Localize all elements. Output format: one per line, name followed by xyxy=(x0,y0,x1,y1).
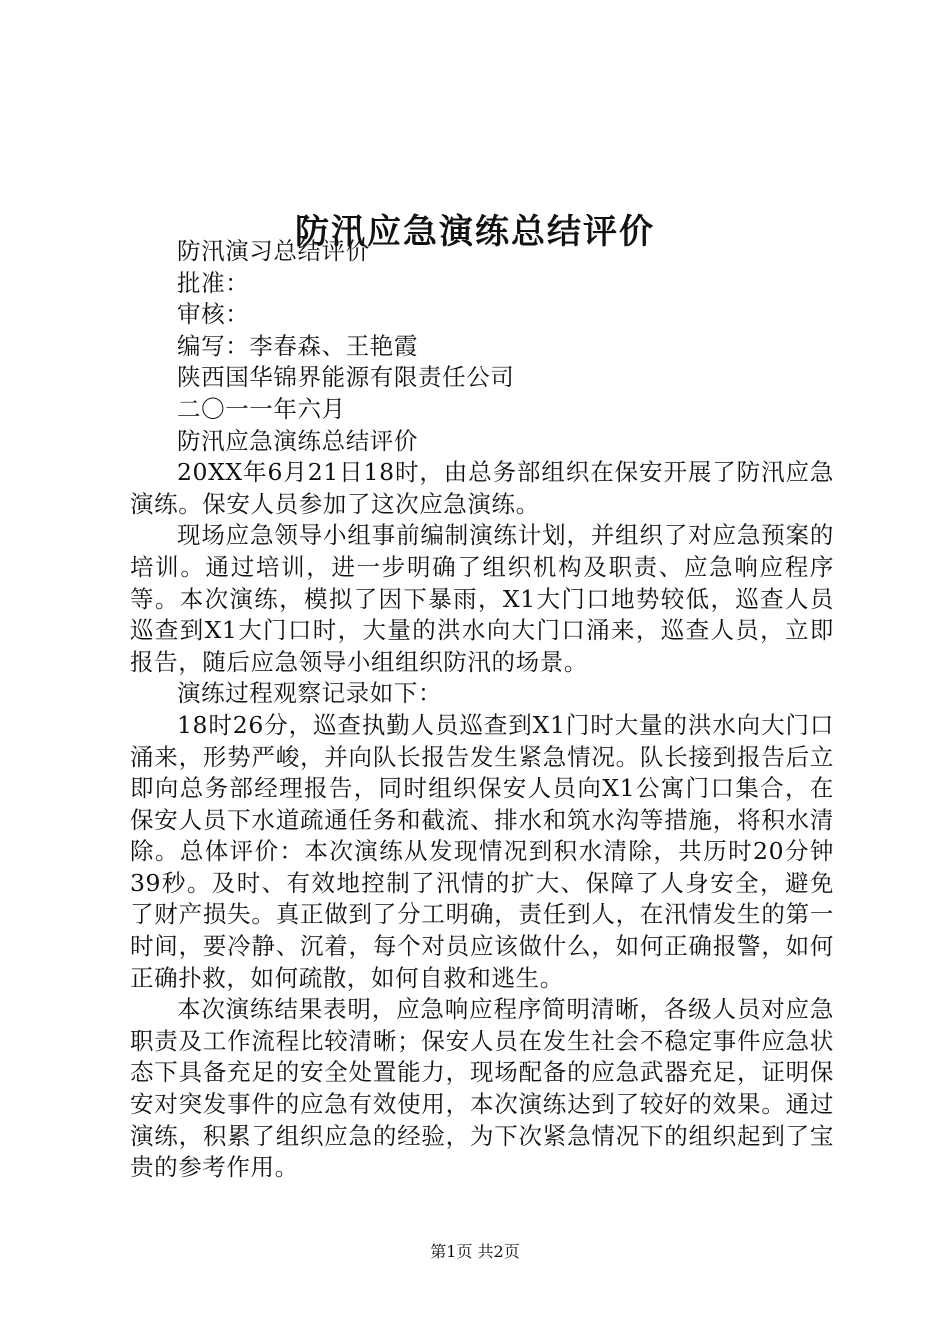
paragraph-record-heading: 演练过程观察记录如下： xyxy=(177,679,443,708)
paragraph-plan: 现场应急领导小组事前编制演练计划，并组织了对应急预案的培训。通过培训，进一步明确了组织机构及职责、应急响应程序等。本次演练，模拟了因下暴雨，X1大门口地势较低，巡查人员巡查到X1大门口时，大量的洪水向大门口涌来，巡查人员，立即报告，随后应急领导小组组织防汛的场景。 xyxy=(130,521,834,676)
paragraph-record: 18时26分，巡查执勤人员巡查到X1门时大量的洪水向大门口涌来，形势严峻，并向队长报告发生紧急情况。队长接到报告后立即向总务部经理报告，同时组织保安人员向X1公寓门口集合，在保安人员下水道疏通任务和截流、排水和筑水沟等措施，将积水清除。总体评价：本次演练从发现情况到积水清除，共历时20分钟39秒。及时、有效地控制了汛情的扩大、保障了人身安全，避免了财产损失。真正做到了分工明确，责任到人，在汛情发生的第一时间，要冷静、沉着，每个对员应该做什么，如何正确报警，如何正确扑救，如何疏散，如何自救和逃生。 xyxy=(130,710,834,992)
paragraph-conclusion: 本次演练结果表明，应急响应程序简明清晰，各级人员对应急职责及工作流程比较清晰；保安人员在发生社会不稳定事件应急状态下具备充足的安全处置能力，现场配备的应急武器充足，证明保安对突发事件的应急有效使用，本次演练达到了较好的效果。通过演练，积累了组织应急的经验，为下次紧急情况下的组织起到了宝贵的参考作用。 xyxy=(130,995,834,1182)
paragraph-subtitle: 防汛演习总结评价 xyxy=(177,237,370,265)
paragraph-approval: 批准： xyxy=(177,268,250,297)
page-footer: 第1页 共2页 xyxy=(430,1242,520,1261)
document-title: 防汛应急演练总结评价 xyxy=(295,211,655,252)
paragraph-company: 陕西国华锦界能源有限责任公司 xyxy=(177,363,515,392)
document-body xyxy=(130,236,834,1184)
paragraph-date: 二〇一一年六月 xyxy=(177,394,346,423)
paragraph-review: 审核： xyxy=(177,300,250,329)
paragraph-authors: 编写：李春森、王艳霞 xyxy=(177,331,418,360)
paragraph-intro: 20XX年6月21日18时，由总务部组织在保安开展了防汛应急演练。保安人员参加了这次应急演练。 xyxy=(130,458,834,518)
paragraph-section-title: 防汛应急演练总结评价 xyxy=(177,426,418,455)
